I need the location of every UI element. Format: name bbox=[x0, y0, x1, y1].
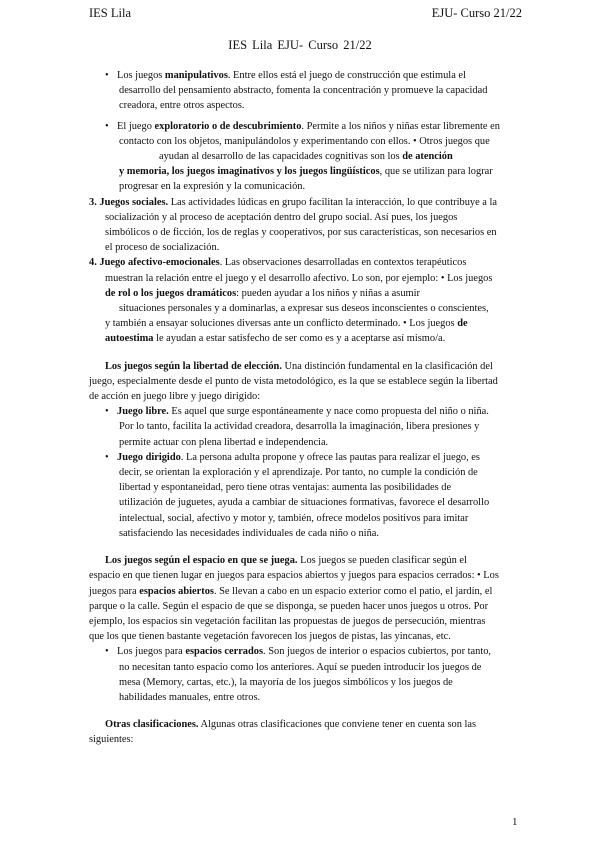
text-line: parque o la calle. Según el espacio de que se disponga, se pueden hacer unos juegos u otros. Por bbox=[89, 600, 489, 612]
text-line: simbólicos o de ficción, los de reglas y cooperativos, por sus características, son necesarios en bbox=[105, 227, 497, 239]
section-juego-afectivo: 4. Juego afectivo-emocionales. Las observaciones desarrolladas en contextos terapéuticos bbox=[89, 257, 467, 269]
text-line: que los que tienen bastante vegetación favorecen los juegos de pistas, las yincanas, etc. bbox=[89, 631, 451, 643]
text-line: utilización de juguetes, ayuda a cambiar de situaciones formativas, favorece el desarrollo bbox=[119, 497, 490, 509]
text-line: mesa (Memory, cartas, etc.), la mayoría de los juegos simbólicos y los juegos de bbox=[119, 676, 453, 688]
text-line: no necesitan tanto espacio como los anteriores. Aquí se pueden introducir los juegos de bbox=[119, 661, 482, 673]
text-line: juegos para espacios abiertos. Se llevan a cabo en un espacio exterior como el patio, el jardín, el bbox=[89, 585, 493, 597]
text-line: el proceso de socialización. bbox=[105, 242, 220, 254]
page-number: 1 bbox=[512, 816, 518, 828]
text-line: socialización y al proceso de aceptación dentro del grupo social. Así pues, los juegos bbox=[105, 211, 458, 223]
text-line: satisfaciendo las necesidades individuales de cada niño o niña. bbox=[119, 527, 379, 539]
section-libertad-eleccion: Los juegos según la libertad de elección. Una distinción fundamental en la clasificación del bbox=[105, 360, 493, 372]
text-line: de rol o los juegos dramáticos: pueden ayudar a los niños y niñas a asumir bbox=[105, 287, 420, 299]
text-line: permite actuar con plena libertad e independencia. bbox=[119, 436, 329, 448]
text-line: decir, se orientan la exploración y el aprendizaje. Por tanto, no cumple la condición de bbox=[119, 467, 478, 479]
text-line: situaciones personales y a dominarlas, a expresar sus deseos inconscientes o conscientes, bbox=[119, 303, 489, 315]
page-subtitle: IES Lila EJU- Curso 21/22 bbox=[228, 38, 372, 52]
text-line: creadora, entre otros aspectos. bbox=[119, 100, 245, 112]
text-line: contacto con los objetos, manipulándolos y experimentando con ellos. • Otros juegos que bbox=[119, 135, 490, 147]
bullet-exploratorio: • El juego exploratorio o de descubrimiento. Permite a los niños y niñas estar libremente en bbox=[103, 119, 520, 134]
text-line: desarrollo del pensamiento abstracto, fomenta la concentración y promueve la capacidad bbox=[119, 85, 488, 97]
text-line: progresar en la expresión y la comunicación. bbox=[119, 181, 306, 193]
section-otras-clasificaciones: Otras clasificaciones. Algunas otras clasificaciones que conviene tener en cuenta son las bbox=[105, 719, 477, 731]
text-line: autoestima le ayudan a estar satisfecho de ser como es y a aceptarse así mismo/a. bbox=[105, 333, 446, 345]
text-line: de acción en juego libre y juego dirigido: bbox=[89, 391, 261, 403]
document-body bbox=[89, 68, 520, 748]
bullet-juego-dirigido: • Juego dirigido. La persona adulta propone y ofrece las pautas para realizar el juego, es bbox=[103, 450, 520, 465]
text-line: siguientes: bbox=[89, 734, 134, 746]
text-line: espacio en que tienen lugar en juegos para espacios abiertos y juegos para espacios cerrados: • Los bbox=[89, 570, 499, 582]
section-espacio: Los juegos según el espacio en que se juega. Los juegos se pueden clasificar según el bbox=[105, 555, 467, 567]
header-left: IES Lila bbox=[89, 6, 132, 20]
text-line: ejemplo, los espacios sin vegetación facilitan las propuestas de juegos de persecución, mientras bbox=[89, 615, 486, 627]
text-line: libertad y espontaneidad, pero tiene otras ventajas: aumenta las posibilidades de bbox=[119, 482, 452, 494]
text-line: ayudan al desarrollo de las capacidades cognitivas son los de atención bbox=[159, 151, 453, 163]
bullet-manipulativos: • Los juegos manipulativos. Entre ellos está el juego de construcción que estimula el bbox=[103, 68, 520, 83]
text-line: intelectual, social, afectivo y motor y, también, ofrece modelos positivos para imitar bbox=[119, 512, 469, 524]
bullet-espacios-cerrados: • Los juegos para espacios cerrados. Son juegos de interior o espacios cubiertos, por tanto, bbox=[103, 644, 520, 659]
header-right: EJU- Curso 21/22 bbox=[431, 6, 522, 20]
text-line: habilidades manuales, entre otros. bbox=[119, 691, 261, 703]
text-line: y memoria, los juegos imaginativos y los juegos lingüísticos, que se utilizan para lograr bbox=[119, 166, 493, 178]
section-juegos-sociales: 3. Juegos sociales. Las actividades lúdicas en grupo facilitan la interacción, lo que contribuye a la bbox=[89, 196, 498, 208]
bullet-juego-libre: • Juego libre. Es aquel que surge espontáneamente y nace como propuesta del niño o niña. bbox=[103, 404, 520, 419]
text-line: muestran la relación entre el juego y el desarrollo afectivo. Lo son, por ejemplo: • Los juegos bbox=[105, 272, 493, 284]
text-line: Por lo tanto, facilita la actividad creadora, desarrolla la imaginación, libera presiones y bbox=[119, 421, 480, 433]
text-line: juego, especialmente desde el punto de vista metodológico, es la que se establece según la libertad bbox=[89, 375, 498, 387]
text-line: y también a ensayar soluciones diversas ante un conflicto determinado. • Los juegos de bbox=[105, 318, 468, 330]
